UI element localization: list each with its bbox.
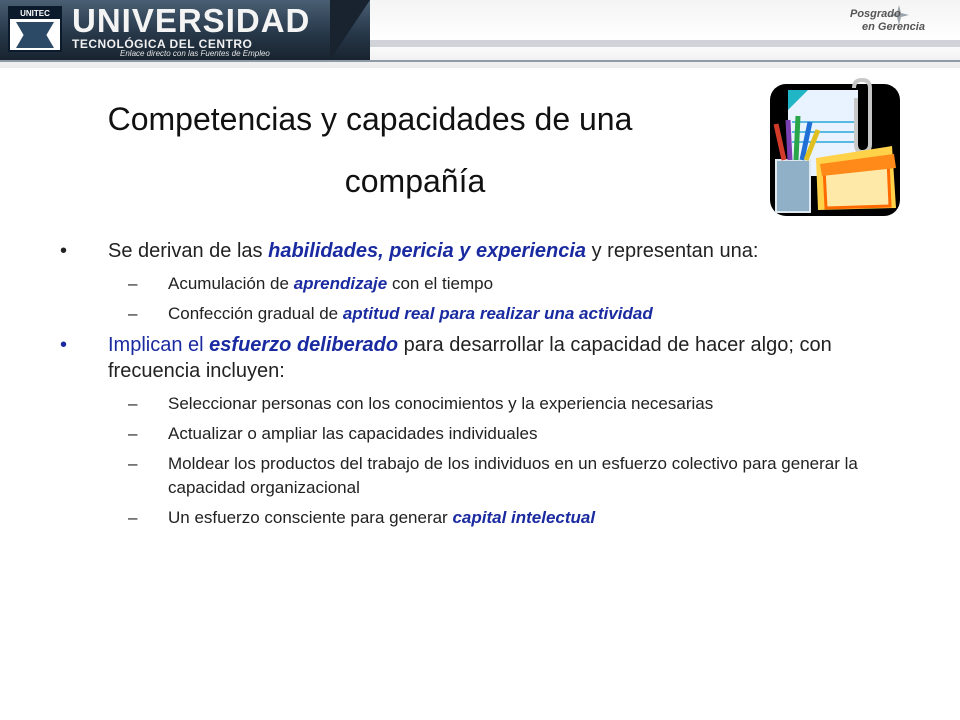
bullet-item <box>60 238 920 264</box>
bullet-text: para desarrollar la capacidad de hacer algo; con frecuencia incluyen: <box>108 334 832 382</box>
slide-title-line2: compañía <box>344 163 486 199</box>
program-label <box>850 8 925 34</box>
sub-bullet-text: Acumulación de <box>168 274 294 293</box>
header-rule <box>0 60 960 62</box>
sub-bullet-text: Un esfuerzo consciente para generar <box>168 508 453 527</box>
sub-bullet-marker: – <box>128 508 138 527</box>
program-line1: Posgrado <box>850 8 901 20</box>
sub-bullet-emphasis: capital intelectual <box>452 508 596 527</box>
sub-bullet-text: Seleccionar personas con los conocimientos y la experiencia necesarias <box>168 394 714 413</box>
bullet-emphasis: esfuerzo deliberado <box>209 334 399 356</box>
sub-bullet-marker: – <box>128 274 138 293</box>
bullet-emphasis: habilidades, pericia y experiencia <box>268 240 587 262</box>
sub-bullet-item <box>60 506 920 530</box>
university-tagline: Enlace directo con las Fuentes de Empleo <box>120 49 270 58</box>
sub-bullet-item <box>60 302 920 326</box>
sub-bullet-item <box>60 392 920 416</box>
sub-bullet-text: Confección gradual de <box>168 304 343 323</box>
desk-supplies-clipart-icon <box>768 76 902 218</box>
sub-bullet-emphasis: aprendizaje <box>293 274 388 293</box>
university-subtitle: TECNOLÓGICA DEL CENTRO <box>72 37 253 51</box>
sub-bullet-marker: – <box>128 394 138 413</box>
header-banner <box>0 0 960 68</box>
logo-emblem-icon <box>16 22 54 48</box>
sub-bullet-text: Moldear los productos del trabajo de los individuos en un esfuerzo colectivo para generar la capacidad organizacional <box>168 454 858 497</box>
university-name: UNIVERSIDAD <box>72 2 311 39</box>
sub-bullet-emphasis: aptitud real para realizar una actividad <box>342 304 653 323</box>
unitec-logo <box>8 6 62 52</box>
sub-bullet-marker: – <box>128 304 138 323</box>
sub-bullet-text: Actualizar o ampliar las capacidades individuales <box>168 424 538 443</box>
program-line2: en Gerencia <box>862 21 925 33</box>
bullet-text: y representan una: <box>586 240 759 262</box>
banner-edge <box>330 0 370 60</box>
slide-title-line1: Competencias y capacidades de una <box>107 101 633 137</box>
bullet-text: Se derivan de las <box>108 240 269 262</box>
sub-bullet-text: con el tiempo <box>387 274 494 293</box>
sub-bullet-item <box>60 452 920 500</box>
bullet-item <box>60 332 920 384</box>
bullet-marker: • <box>60 334 68 356</box>
sub-bullet-item <box>60 422 920 446</box>
bullet-marker: • <box>60 240 68 262</box>
sub-bullet-item <box>60 272 920 296</box>
slide-title <box>40 88 760 212</box>
sub-bullet-marker: – <box>128 454 138 473</box>
bullet-list <box>60 238 920 536</box>
bullet-text: Implican el <box>108 334 210 356</box>
logo-text: UNITEC <box>10 8 60 19</box>
sub-bullet-marker: – <box>128 424 138 443</box>
